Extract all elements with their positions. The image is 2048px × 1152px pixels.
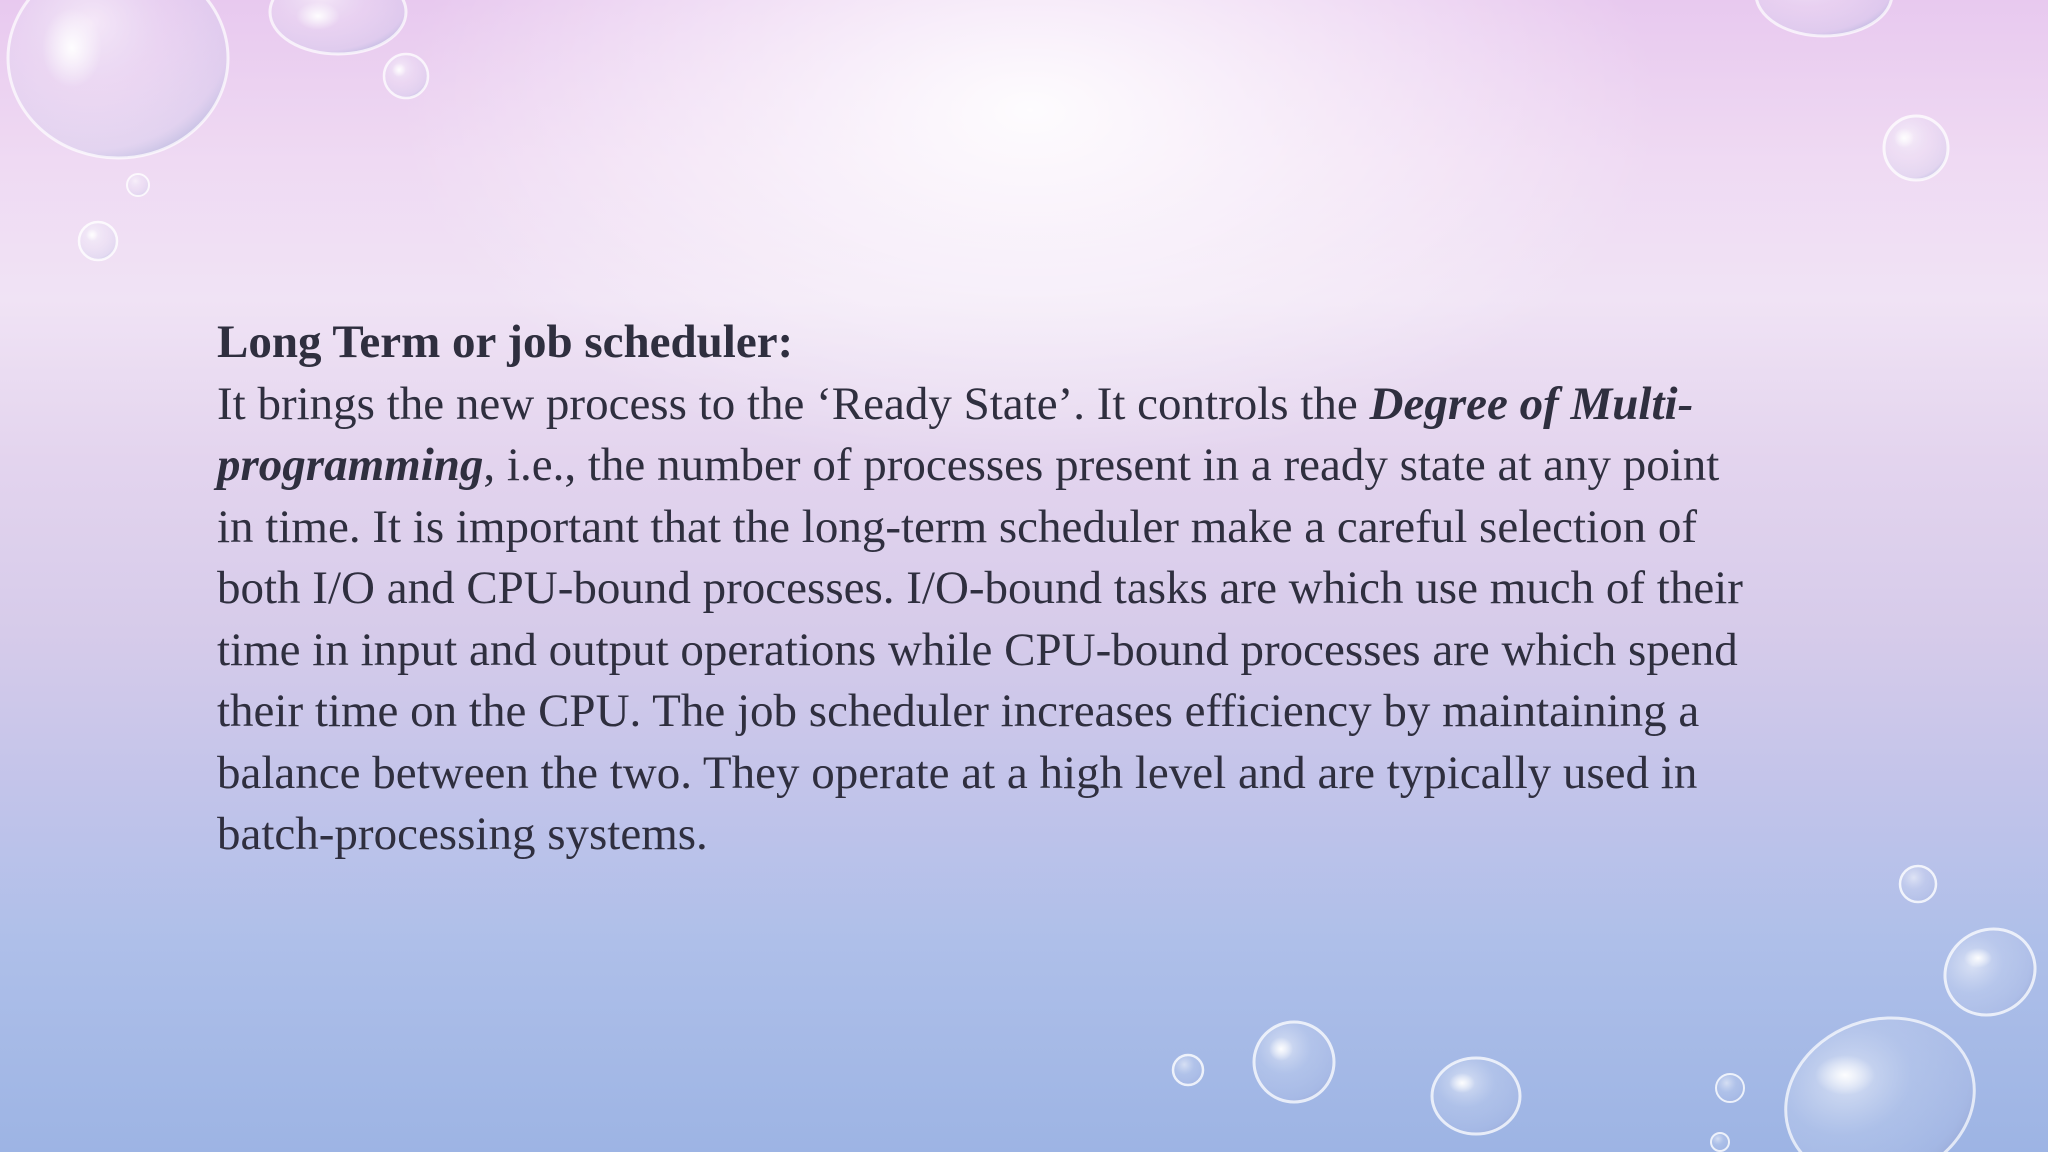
- droplet-icon: [1254, 1022, 1334, 1102]
- droplet-icon: [127, 174, 149, 196]
- paragraph-line: batch-processing systems.: [217, 808, 708, 860]
- slide-content: [217, 312, 1897, 866]
- droplet-icon: [1173, 1055, 1203, 1085]
- text-run: It brings the new process to the ‘Ready State’. It controls the: [217, 377, 1370, 430]
- paragraph-line: [217, 374, 1897, 436]
- droplet-icon: [1756, 0, 1892, 36]
- droplet-icon: [1716, 1074, 1744, 1102]
- paragraph-line: both I/O and CPU-bound processes. I/O-bound tasks are which use much of their: [217, 562, 1743, 614]
- droplet-icon: [8, 0, 228, 158]
- slide-paragraph: [217, 374, 1897, 866]
- paragraph-line: time in input and output operations while CPU-bound processes are which spend: [217, 623, 1738, 676]
- text-run: , i.e., the number of processes present in a ready state at any point: [483, 439, 1720, 491]
- droplet-icon: [384, 54, 428, 98]
- droplet-icon: [1900, 866, 1936, 902]
- paragraph-line: balance between the two. They operate at a high level and are typically used in: [217, 746, 1698, 799]
- droplet-icon: [1711, 1133, 1729, 1151]
- droplet-icon: [1432, 1058, 1520, 1134]
- droplet-icon: [79, 222, 117, 260]
- droplet-icon: [1762, 992, 1997, 1152]
- emphasis-text: Degree of Multi-: [1369, 377, 1694, 430]
- droplet-icon: [1929, 913, 2048, 1032]
- emphasis-text: programming: [217, 439, 484, 491]
- paragraph-line: their time on the CPU. The job scheduler increases efficiency by maintaining a: [217, 685, 1700, 737]
- paragraph-line: [217, 435, 1897, 497]
- droplet-icon: [270, 0, 406, 54]
- paragraph-line: in time. It is important that the long-term scheduler make a careful selection of: [217, 500, 1697, 553]
- droplet-icon: [1884, 116, 1948, 180]
- slide-heading: Long Term or job scheduler:: [217, 316, 794, 368]
